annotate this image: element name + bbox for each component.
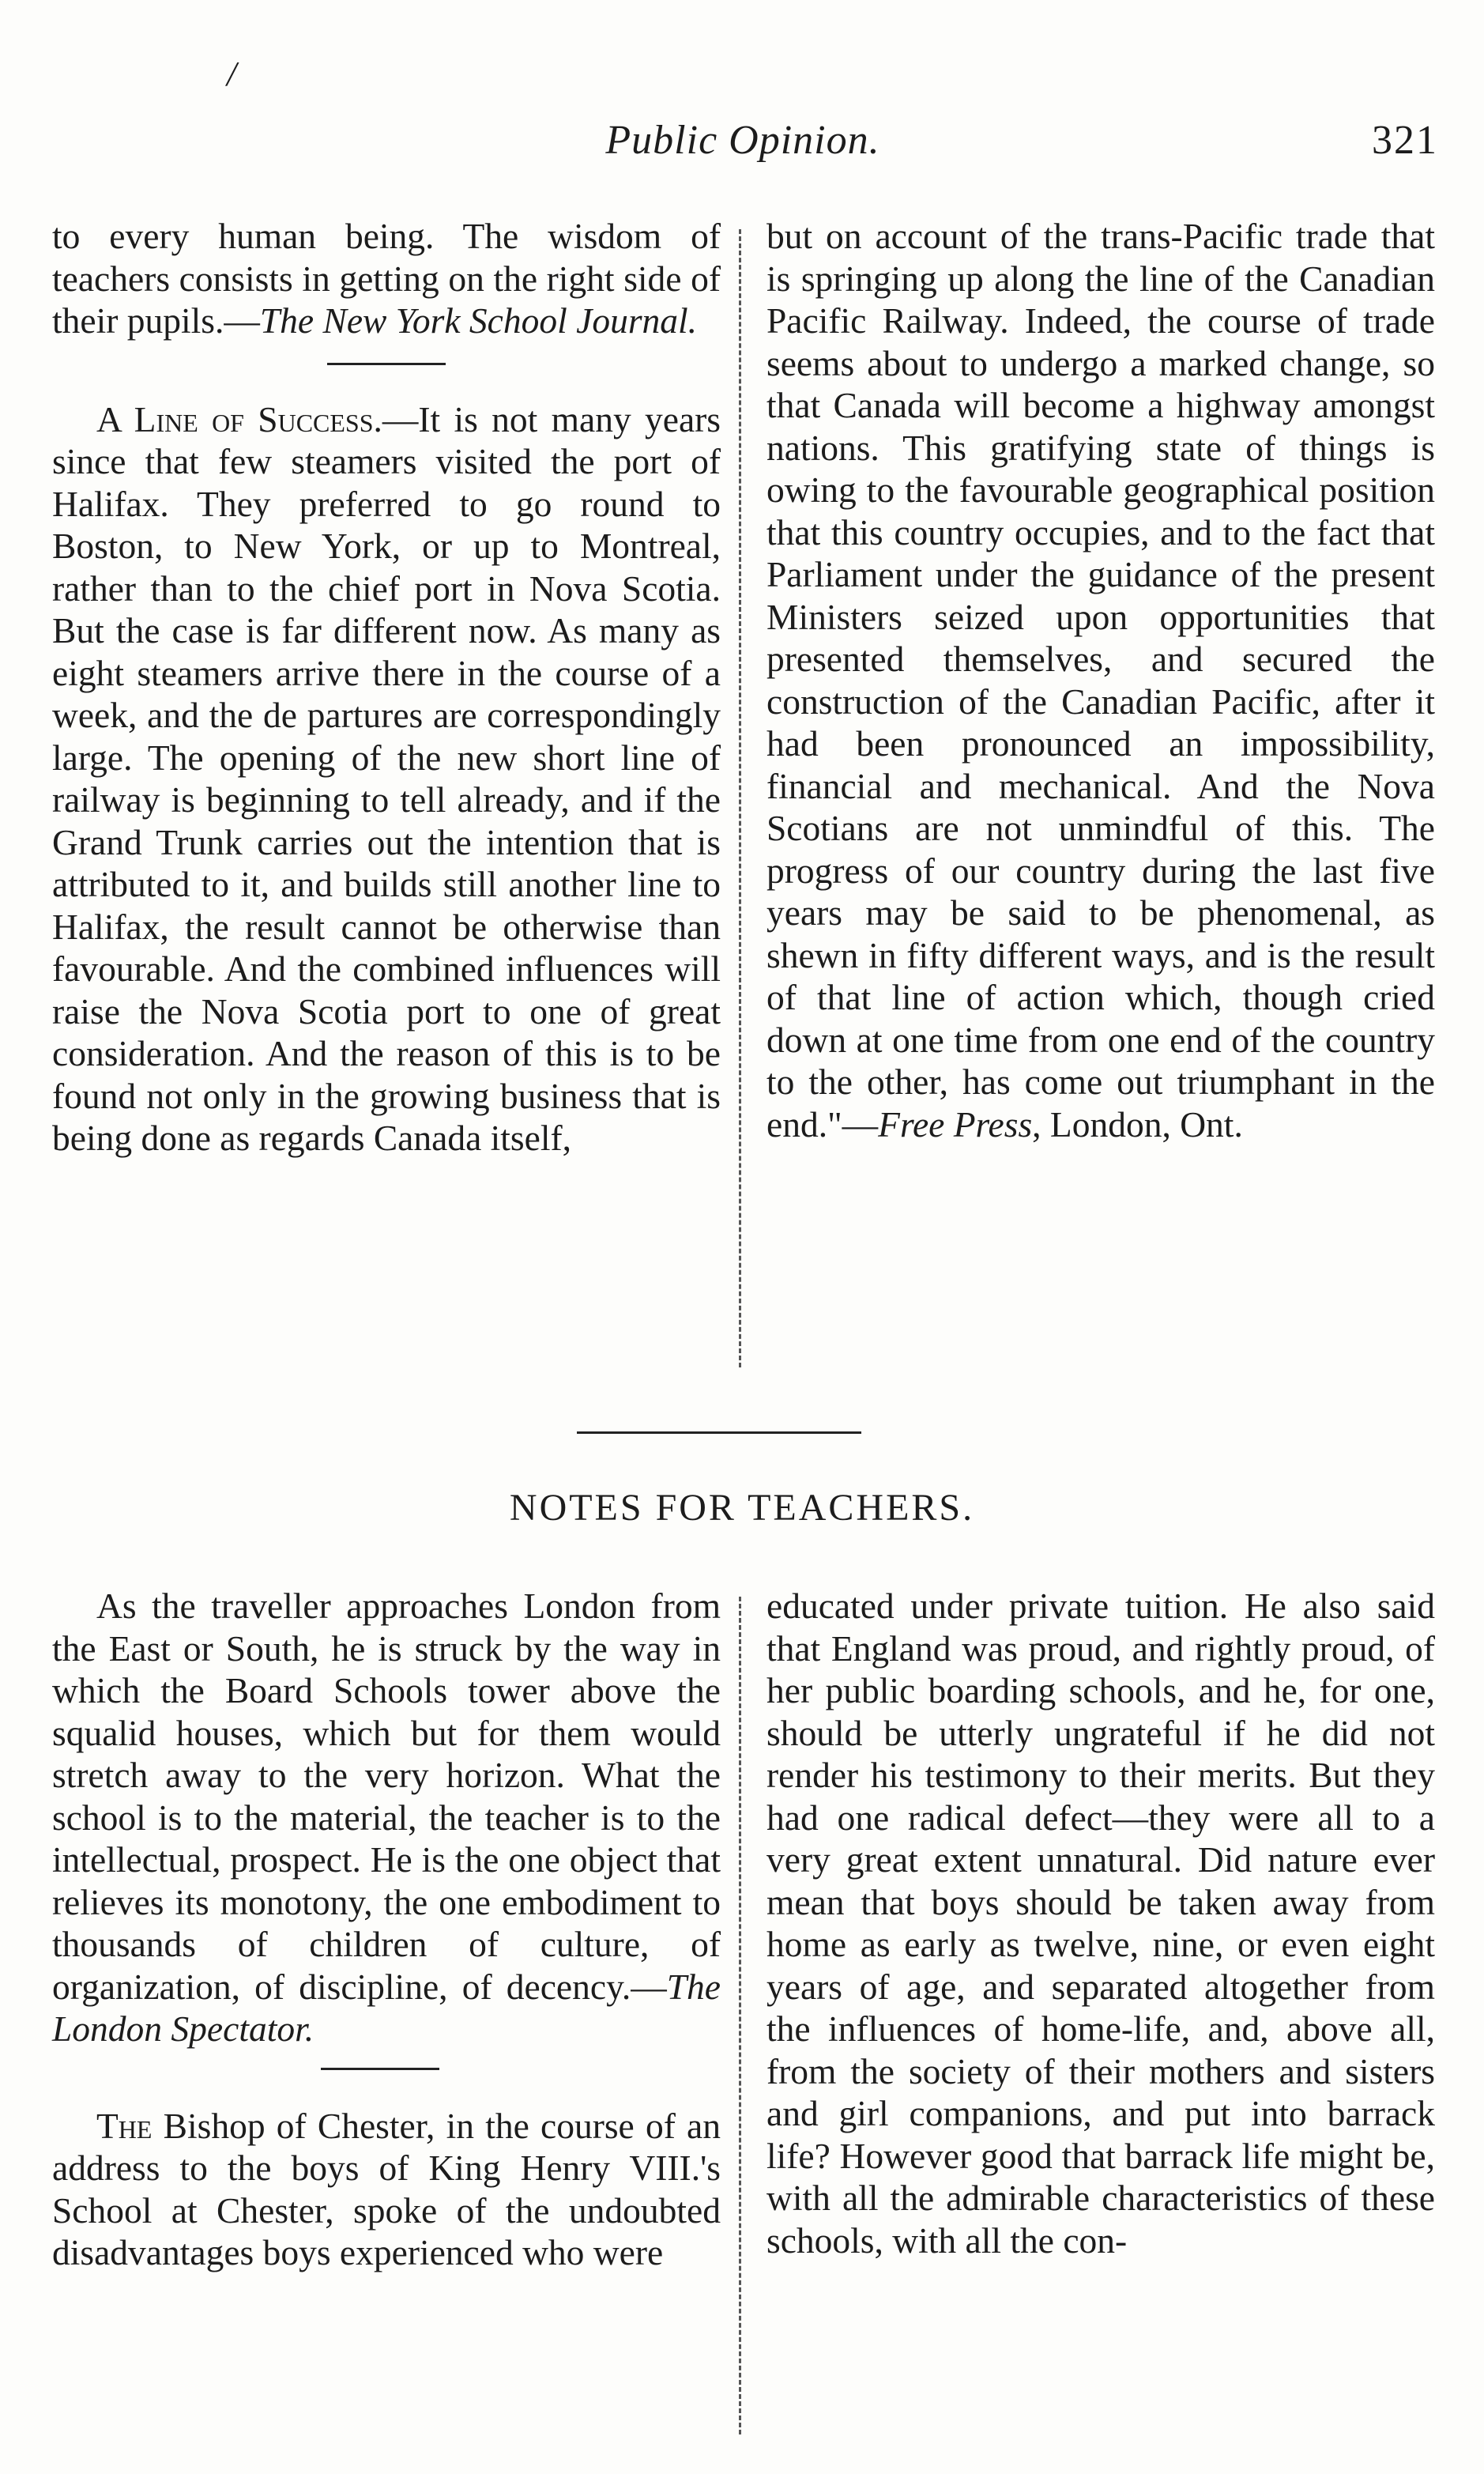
section-divider (577, 1431, 861, 1434)
paragraph-line-of-success: A Line of Success.—It is not many years since that few steamers visited the port of Halifax. They preferred to go round to Boston, to New York, or up to Montreal, rather than to the chief port in Nova Scotia. But the case is far different now. As many as eight steamers arrive there in the course of a week, and the de partures are correspondingly large. The opening of the new short line of railway is beginning to tell already, and if the Grand Trunk carries out the intention that is attributed to it, and builds still another line to Halifax, the result cannot be otherwise than favourable. And the combined influences will raise the Nova Scotia port to one of great consideration. And the reason of this is to be found not only in the growing business that is being done as regards Canada itself, (52, 398, 721, 1158)
stray-mark: / (227, 55, 237, 93)
column-divider (739, 1597, 741, 2434)
paragraph-continuation: educated under private tuition. He also said that England was proud, and rightly proud, of her public boarding schools, and he, for one, should be utterly ungrateful if he did not render his testimony to their merits. But they had one radical defect—they were all to a very great extent unnatural. Did nature ever mean that boys should be taken away from home as early as twelve, nine, or even eight years of age, and separated altogether from the influences of home-life, and, above all, from the society of their mothers and sisters and girl companions, and put into barrack life? However good that barrack life might be, with all the admirable characteristics of these schools, with all the con- (766, 1586, 1435, 2261)
page-number: 321 (1372, 118, 1438, 163)
paragraph-title: A Line of Success. (96, 398, 382, 439)
paragraph-continuation: but on account of the trans-Pacific trade that is springing up along the line of the Canadian Pacific Railway. Indeed, the course of trade seems about to undergo a marked change, so that Canada will become a highway amongst nations. This gratifying state of things is owing to the favourable geographical position that this country occupies, and to the fact that Parliament under the guidance of the present Ministers seized upon opportunities that presented themselves, and secured the construction of the Canadian Pacific, after it had been pronounced an impossibility, financial and mechanical. And the Nova Scotians are not unmindful of this. The progress of our country during the last five years may be said to be phenomenal, as shewn in fifty different ways, and is the result of that line of action which, though cried down at one time from one end of the country to the other, has come out triumphant in the end."—Free Press, London, Ont. (766, 216, 1435, 1145)
running-title: Public Opinion. (605, 118, 880, 163)
source-citation: The London Spectator. (52, 1966, 721, 2049)
paragraph-continued: to every human being. The wisdom of teachers consists in getting on the right side of their pupils.—The New York School Journal. (52, 216, 721, 341)
top-left-column (52, 215, 721, 1160)
short-rule (327, 363, 446, 365)
source-citation: The New York School Journal. (259, 300, 698, 341)
column-divider (739, 229, 741, 1367)
paragraph-bishop-chester: The Bishop of Chester, in the course of an address to the boys of King Henry VIII.'s School at Chester, spoke of the undoubted disadvantages boys experienced who were (52, 2105, 721, 2272)
page-header (47, 117, 1438, 180)
section-title: NOTES FOR TEACHERS. (509, 1487, 975, 1529)
bottom-right-column (766, 1585, 1435, 2261)
short-rule (321, 2068, 439, 2070)
paragraph-london-schools: As the traveller approaches London from the East or South, he is struck by the way in which the Board Schools tower above the squalid houses, which but for them would stretch away to the very horizon. What the school is to the material, the teacher is to the intellectual, prospect. He is the one object that relieves its monotony, the one embodiment to thousands of children of culture, of organization, of discipline, of decency.—The London Spectator. (52, 1586, 721, 2049)
bottom-left-column (52, 1585, 721, 2274)
source-citation: Free Press (878, 1103, 1033, 1145)
top-right-column (766, 215, 1435, 1145)
